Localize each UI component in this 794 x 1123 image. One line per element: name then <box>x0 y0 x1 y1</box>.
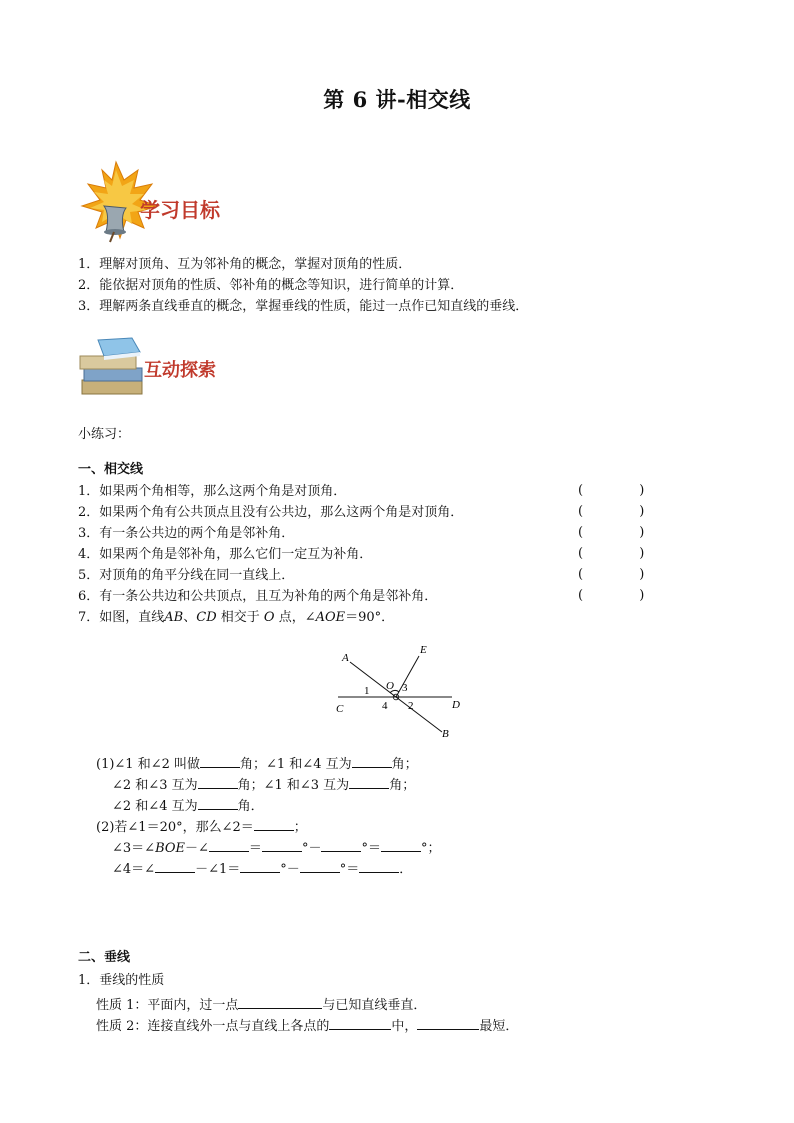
q7-ab: AB <box>164 610 184 625</box>
sub1-line1 <box>96 753 418 774</box>
q7-mid: 相交于 <box>216 610 264 625</box>
sub1-l2c: 角； <box>389 778 416 793</box>
blank-15[interactable] <box>238 994 322 1009</box>
answer-paren-5[interactable]: ( ) <box>578 567 671 582</box>
sub2-l1b: ； <box>293 820 307 835</box>
sub2-line2 <box>112 837 440 858</box>
property-2 <box>96 1015 518 1036</box>
sub1-line2 <box>112 774 415 795</box>
objective-2: 2．能依据对顶角的性质、邻补角的概念等知识，进行简单的计算． <box>78 278 464 293</box>
sub1-l2b: 角；∠1 和∠3 互为 <box>237 778 350 793</box>
angle-4: 4 <box>382 700 388 712</box>
sub1-line3 <box>112 795 264 816</box>
sub2-l3d: °＝ <box>339 862 360 877</box>
judgment-2: 2．如果两个角有公共顶点且没有公共边，那么这两个角是对顶角． <box>78 505 464 520</box>
sub2-l1a: (2)若∠1＝20°，那么∠2＝ <box>96 820 254 835</box>
sub2-l3b: －∠1＝ <box>195 862 241 877</box>
angle-2: 2 <box>408 700 414 712</box>
blank-6[interactable] <box>254 816 294 831</box>
p1b: 与已知直线垂直． <box>322 998 427 1013</box>
objective-1: 1．理解对顶角、互为邻补角的概念，掌握对顶角的性质． <box>78 257 412 272</box>
interactive-explore-banner <box>74 334 244 404</box>
ray-oe <box>396 656 419 697</box>
intersecting-lines-figure <box>330 640 470 740</box>
label-b: B <box>442 728 449 740</box>
section-intersecting-lines: 一、相交线 <box>78 462 144 477</box>
page-title: 第 6 讲-相交线 <box>323 87 471 112</box>
perp-heading: 1．垂线的性质 <box>78 973 165 988</box>
blank-17[interactable] <box>417 1015 479 1030</box>
answer-paren-1[interactable]: ( ) <box>578 483 671 498</box>
angle-1: 1 <box>364 685 370 697</box>
sub2-line1 <box>96 816 307 837</box>
sub2-boe: BOE <box>155 841 186 856</box>
label-c: C <box>336 703 344 715</box>
p2a: 性质 2：连接直线外一点与直线上各点的 <box>96 1019 330 1034</box>
sub1-l1a: (1)∠1 和∠2 叫做 <box>96 757 201 772</box>
sub1-l3a: ∠2 和∠4 互为 <box>112 799 198 814</box>
judgment-4: 4．如果两个角是邻补角，那么它们一定互为补角． <box>78 547 373 562</box>
sub2-l3c: °－ <box>280 862 300 877</box>
label-e: E <box>420 644 427 656</box>
blank-7[interactable] <box>209 837 249 852</box>
p2c: 最短． <box>479 1019 519 1034</box>
sub1-l3b: 角． <box>237 799 264 814</box>
blank-10[interactable] <box>381 837 421 852</box>
sub1-l1c: 角； <box>391 757 418 772</box>
sub2-l2a: ∠3＝∠ <box>112 841 156 856</box>
label-a: A <box>342 652 349 664</box>
blank-2[interactable] <box>352 753 392 768</box>
section-perpendicular: 二、垂线 <box>78 950 131 965</box>
label-d: D <box>452 699 460 711</box>
blank-8[interactable] <box>262 837 302 852</box>
blank-16[interactable] <box>329 1015 391 1030</box>
learning-goals-label: 学习目标 <box>140 198 220 222</box>
sub1-l1b: 角；∠1 和∠4 互为 <box>240 757 352 772</box>
sub2-l2e: °＝ <box>361 841 381 856</box>
p1a: 性质 1：平面内，过一点 <box>96 998 239 1013</box>
sub2-l3e: ． <box>399 862 413 877</box>
judgment-5: 5．对顶角的角平分线在同一直线上． <box>78 568 295 583</box>
q7-cd: CD <box>196 610 217 625</box>
q7-mid2: 点，∠ <box>274 610 316 625</box>
answer-paren-6[interactable]: ( ) <box>578 588 671 603</box>
q7-aoe: AOE <box>315 610 346 625</box>
blank-12[interactable] <box>240 858 280 873</box>
sub2-l2c: ＝ <box>248 841 262 856</box>
blank-11[interactable] <box>155 858 195 873</box>
sub1-l2a: ∠2 和∠3 互为 <box>112 778 198 793</box>
property-1 <box>96 994 426 1015</box>
sub2-l2b: －∠ <box>185 841 209 856</box>
explore-label: 互动探索 <box>144 360 216 381</box>
question-7 <box>78 609 394 627</box>
blank-14[interactable] <box>359 858 399 873</box>
judgment-1: 1．如果两个角相等，那么这两个角是对顶角． <box>78 484 347 499</box>
objective-3: 3．理解两条直线垂直的概念，掌握垂线的性质，能过一点作已知直线的垂线． <box>78 299 529 314</box>
blank-3[interactable] <box>198 774 238 789</box>
q7-end: ＝90°． <box>345 610 395 625</box>
q7-pre: 7．如图，直线 <box>78 610 165 625</box>
blank-9[interactable] <box>321 837 361 852</box>
q7-o: O <box>263 610 275 625</box>
blank-1[interactable] <box>200 753 240 768</box>
sub2-l3a: ∠4＝∠ <box>112 862 156 877</box>
blank-5[interactable] <box>198 795 238 810</box>
angle-3: 3 <box>402 682 408 694</box>
answer-paren-3[interactable]: ( ) <box>578 525 671 540</box>
answer-paren-4[interactable]: ( ) <box>578 546 671 561</box>
sub2-l2f: °； <box>420 841 441 856</box>
blank-13[interactable] <box>300 858 340 873</box>
p2b: 中， <box>391 1019 418 1034</box>
q7-sep: 、 <box>183 610 197 625</box>
learning-goals-banner <box>74 158 244 244</box>
answer-paren-2[interactable]: ( ) <box>578 504 671 519</box>
practice-label: 小练习： <box>78 427 131 442</box>
judgment-6: 6．有一条公共边和公共顶点，且互为补角的两个角是邻补角． <box>78 589 438 604</box>
sub2-line3 <box>112 858 412 879</box>
blank-4[interactable] <box>349 774 389 789</box>
label-o: O <box>386 680 394 692</box>
sub2-l2d: °－ <box>301 841 322 856</box>
books-icon <box>74 334 154 404</box>
judgment-3: 3．有一条公共边的两个角是邻补角． <box>78 526 295 541</box>
